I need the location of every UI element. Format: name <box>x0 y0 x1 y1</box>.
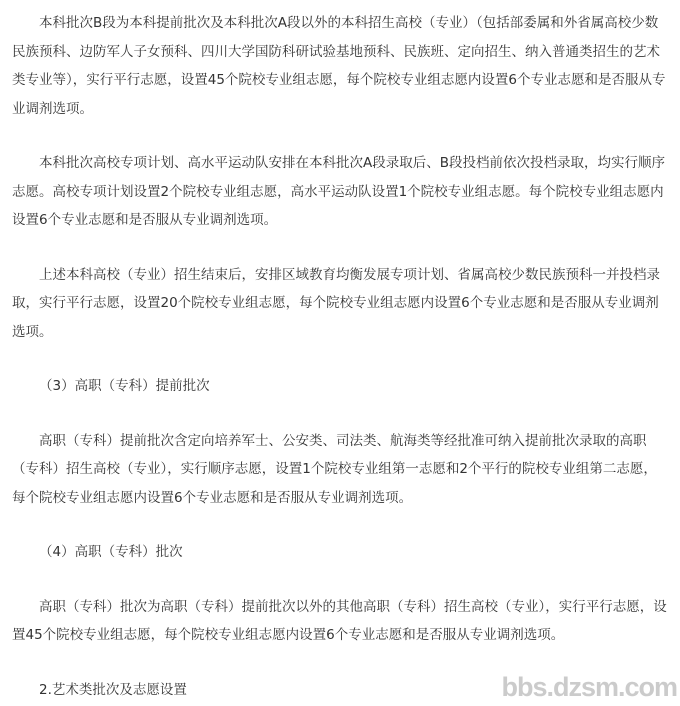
paragraph-benke-b-duan: 本科批次B段为本科提前批次及本科批次A段以外的本科招生高校（专业）（包括部委属和外省属高校少数民族预科、边防军人子女预科、四川大学国防科研试验基地预科、民族班、定向招生、纳入普通类招生的艺术类专业等），实行平行志愿，设置45个院校专业组志愿，每个院校专业组志愿内设置6个专业志愿和是否服从专业调剂选项。 <box>12 15 666 117</box>
paragraph-gaozhi-tiqian-detail: 高职（专科）提前批次含定向培养军士、公安类、司法类、航海类等经批准可纳入提前批次录取的高职（专科）招生高校（专业），实行顺序志愿，设置1个院校专业组第一志愿和2个平行的院校专业组第二志愿，每个院校专业组志愿内设置6个专业志愿和是否服从专业调剂选项。 <box>12 432 657 506</box>
subsection-heading-3-gaozhi-tiqian: （3）高职（专科）提前批次 <box>39 378 210 394</box>
section-heading-yishulei: 2.艺术类批次及志愿设置 <box>39 681 187 698</box>
site-watermark: bbs.dzsm.com <box>501 672 677 702</box>
paragraph-quyu-jiaoyu: 上述本科高校（专业）招生结束后，安排区域教育均衡发展专项计划、省属高校少数民族预科一并投档录取，实行平行志愿，设置20个院校专业组志愿，每个院校专业组志愿内设置6个专业志愿和是否服从专业调剂选项。 <box>12 266 660 340</box>
subsection-heading-4-gaozhi-pici: （4）高职（专科）批次 <box>39 544 183 560</box>
paragraph-gaozhi-pici-detail: 高职（专科）批次为高职（专科）提前批次以外的其他高职（专科）招生高校（专业），实行平行志愿，设置45个院校专业组志愿，每个院校专业组志愿内设置6个专业志愿和是否服从专业调剂选项。 <box>12 598 667 643</box>
paragraph-gaoxiao-zhuanxiang: 本科批次高校专项计划、高水平运动队安排在本科批次A段录取后、B段投档前依次投档录取，均实行顺序志愿。高校专项计划设置2个院校专业组志愿，高水平运动队设置1个院校专业组志愿。每个院校专业组志愿内设置6个专业志愿和是否服从专业调剂选项。 <box>12 155 665 228</box>
